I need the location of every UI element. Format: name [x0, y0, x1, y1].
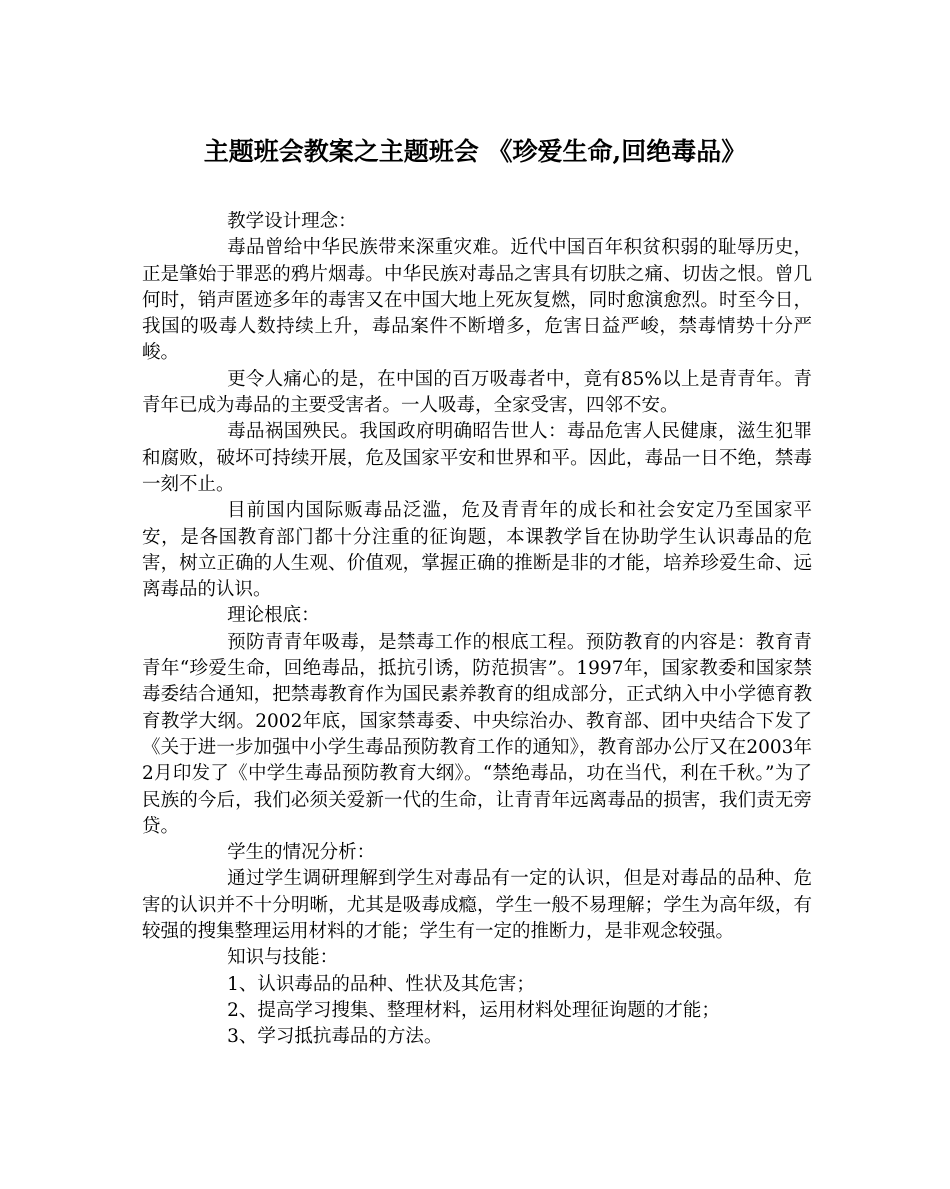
section-heading: 理论根底： — [227, 605, 320, 627]
paragraph: 目前国内国际贩毒品泛滥，危及青青年的成长和社会安定乃至国家平安，是各国教育部门都十分注重的征询题，本课教学旨在协助学生认识毒品的危害，树立正确的人生观、价值观，掌握正确的推断是非的才能，培养珍爱生命、远离毒品的认识。 — [142, 500, 812, 601]
paragraph: 更令人痛心的是，在中国的百万吸毒者中，竟有85%以上是青青年。青青年已成为毒品的主要受害者。一人吸毒，全家受害，四邻不安。 — [142, 368, 812, 417]
document-title: 主题班会教案之主题班会 《珍爱生命,回绝毒品》 — [203, 137, 747, 166]
list-item: 2、提高学习搜集、整理材料，运用材料处理征询题的才能； — [227, 999, 720, 1021]
document-body — [142, 209, 812, 1051]
section-heading: 学生的情况分析： — [227, 842, 376, 864]
list-item: 1、认识毒品的品种、性状及其危害； — [227, 973, 535, 995]
paragraph: 毒品曾给中华民族带来深重灾难。近代中国百年积贫积弱的耻辱历史，正是肇始于罪恶的鸦片烟毒。中华民族对毒品之害具有切肤之痛、切齿之恨。曾几何时，销声匿迹多年的毒害又在中国大地上死灰复燃，同时愈演愈烈。时至今日，我国的吸毒人数持续上升，毒品案件不断增多，危害日益严峻，禁毒情势十分严峻。 — [142, 237, 812, 364]
paragraph: 通过学生调研理解到学生对毒品有一定的认识，但是对毒品的品种、危害的认识并不十分明晰，尤其是吸毒成瘾，学生一般不易理解；学生为高年级，有较强的搜集整理运用材料的才能；学生有一定的推断力，是非观念较强。 — [142, 868, 812, 943]
paragraph: 预防青青年吸毒，是禁毒工作的根底工程。预防教育的内容是：教育青青年“珍爱生命，回绝毒品，抵抗引诱，防范损害”。1997年，国家教委和国家禁毒委结合通知，把禁毒教育作为国民素养教育的组成部分，正式纳入中小学德育教育教学大纲。2002年底，国家禁毒委、中央综治办、教育部、团中央结合下发了《关于进一步加强中小学生毒品预防教育工作的通知》，教育部办公厅又在2003年2月印发了《中学生毒品预防教育大纲》。“禁绝毒品，功在当代，利在千秋。”为了民族的今后，我们必须关爱新一代的生命，让青青年远离毒品的损害，我们责无旁贷。 — [142, 631, 812, 837]
paragraph: 毒品祸国殃民。我国政府明确昭告世人：毒品危害人民健康，滋生犯罪和腐败，破坏可持续开展，危及国家平安和世界和平。因此，毒品一日不绝，禁毒一刻不止。 — [142, 421, 812, 495]
list-item: 3、学习抵抗毒品的方法。 — [227, 1026, 443, 1048]
section-heading: 知识与技能： — [227, 947, 339, 969]
section-heading: 教学设计理念： — [227, 211, 357, 232]
